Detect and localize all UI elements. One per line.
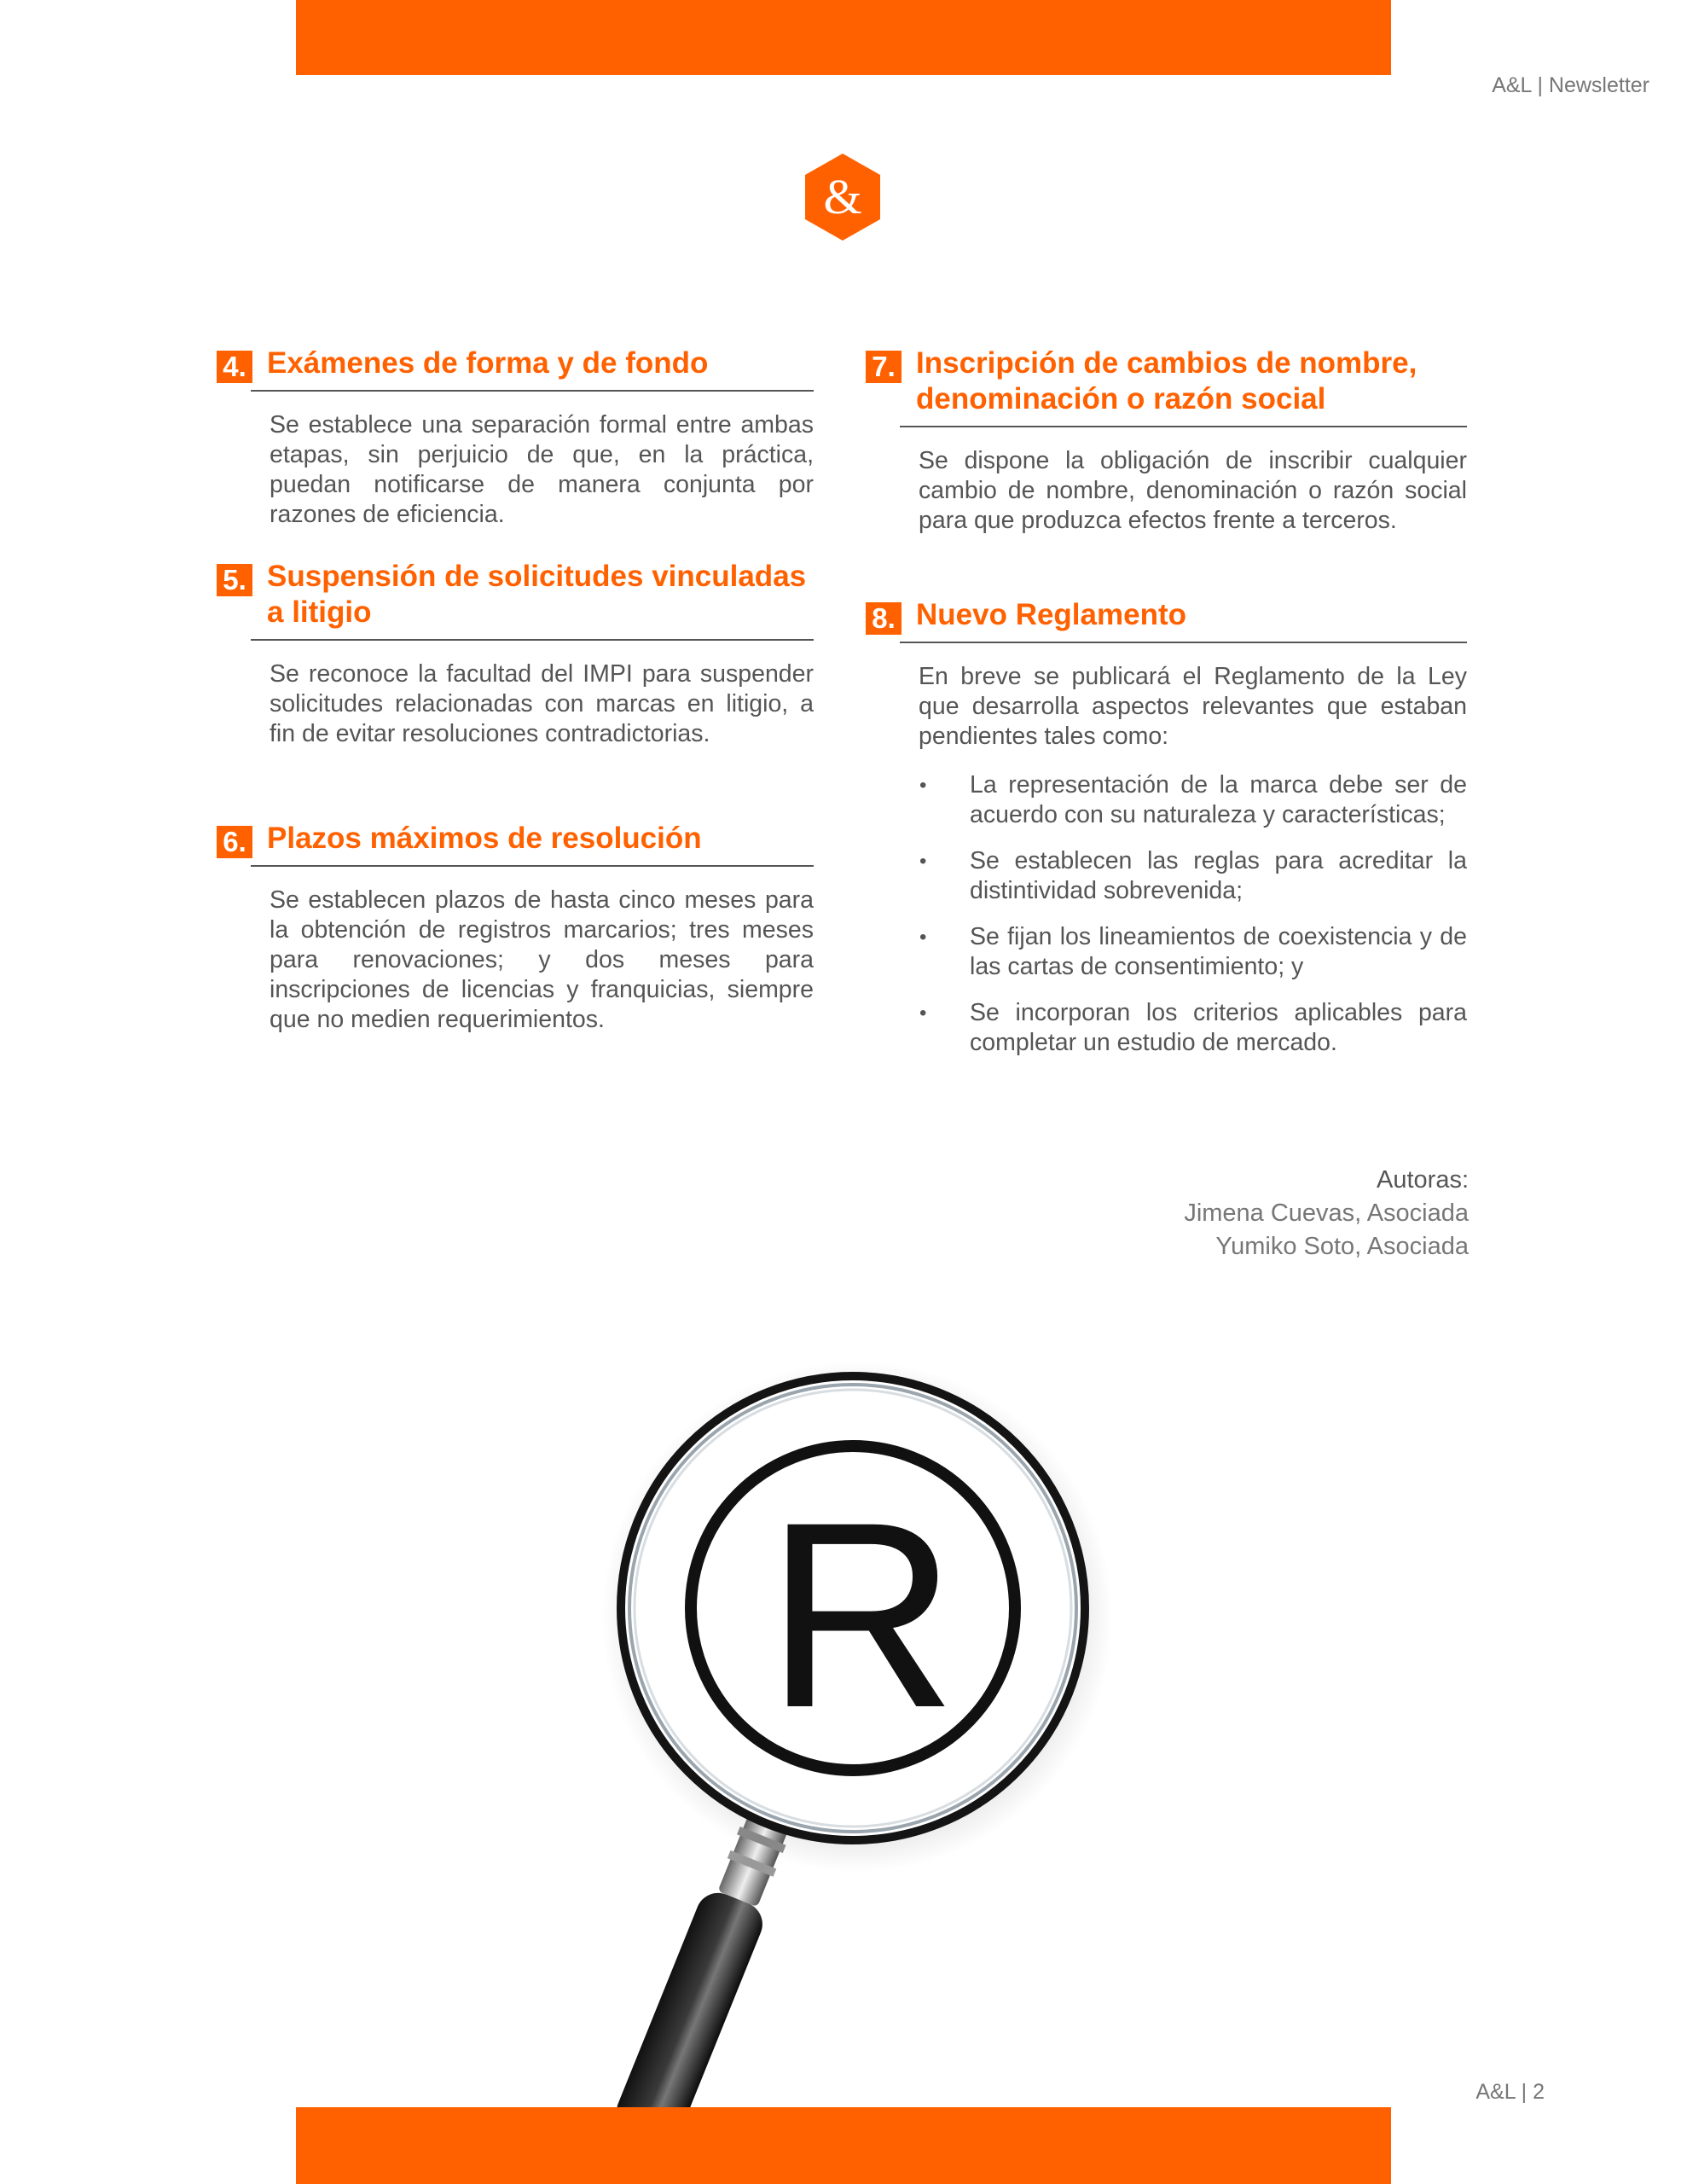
list-item: • Se establecen las reglas para acreditar la distintividad sobrevenida;	[919, 847, 1467, 904]
list-item: • Se incorporan los criterios aplicables para completar un estudio de mercado.	[919, 999, 1467, 1056]
section-body: Se dispone la obligación de inscribir cualquier cambio de nombre, denominación o razón social para que produzca efectos frente a terceros.	[919, 447, 1467, 534]
section-divider	[251, 865, 814, 867]
section-title: Plazos máximos de resolución	[267, 822, 702, 855]
authors-label: Autoras:	[1377, 1166, 1469, 1194]
ampersand-logo-icon	[802, 152, 884, 242]
section-title: Suspensión de solicitudes vinculadas a litigio	[267, 560, 807, 629]
svg-text:&: &	[823, 169, 862, 224]
bullet-icon: •	[919, 850, 927, 873]
authors-block	[1184, 1164, 1469, 1263]
section-divider	[900, 642, 1467, 643]
section-6-plazos	[217, 821, 814, 1035]
section-number: 8.	[866, 602, 901, 635]
list-item: • La representación de la marca debe ser de acuerdo con su naturaleza y características;	[919, 771, 1467, 828]
section-4-examenes	[217, 346, 814, 530]
section-title: Nuevo Reglamento	[916, 598, 1186, 631]
bullet-icon: •	[919, 926, 927, 949]
svg-text:R: R	[766, 1467, 957, 1763]
reglamento-bullet-list	[866, 770, 1467, 1058]
section-5-suspension	[217, 559, 814, 749]
author-name: Yumiko Soto, Asociada	[1215, 1233, 1469, 1260]
section-body: Se reconoce la facultad del IMPI para suspender solicitudes relacionadas con marcas en litigio, a fin de evitar resoluciones contradictorias.	[270, 660, 814, 747]
section-number: 7.	[866, 351, 901, 383]
section-body: En breve se publicará el Reglamento de la Ley que desarrolla aspectos relevantes que estaban pendientes tales como:	[919, 663, 1467, 750]
section-number: 6.	[217, 826, 252, 858]
bottom-accent-bar	[296, 2107, 1391, 2184]
section-number: 5.	[217, 564, 252, 596]
section-8-reglamento	[866, 597, 1467, 1074]
bullet-icon: •	[919, 1002, 927, 1025]
bullet-icon: •	[919, 774, 927, 797]
author-name: Jimena Cuevas, Asociada	[1184, 1199, 1469, 1227]
section-divider	[900, 426, 1467, 427]
section-title: Inscripción de cambios de nombre, denominación o razón social	[916, 346, 1417, 415]
list-item: • Se fijan los lineamientos de coexistencia y de las cartas de consentimiento; y	[919, 923, 1467, 980]
section-title: Exámenes de forma y de fondo	[267, 346, 709, 380]
magnifying-glass-registered-trademark-icon	[563, 1356, 1126, 2107]
section-divider	[251, 639, 814, 641]
top-accent-bar	[296, 0, 1391, 75]
section-number: 4.	[217, 351, 252, 383]
section-divider	[251, 390, 814, 392]
section-body: Se establecen plazos de hasta cinco meses para la obtención de registros marcarios; tres meses para renovaciones; y dos meses para inscripciones de licencias y franquicias, siempre que no medien requerimientos.	[270, 886, 814, 1033]
section-body: Se establece una separación formal entre ambas etapas, sin perjuicio de que, en la práctica, puedan notificarse de manera conjunta por razones de eficiencia.	[270, 411, 814, 528]
section-7-inscripcion	[866, 346, 1467, 536]
page-number: A&L | 2	[1475, 2080, 1545, 2104]
newsletter-header-label: A&L | Newsletter	[1492, 73, 1649, 97]
